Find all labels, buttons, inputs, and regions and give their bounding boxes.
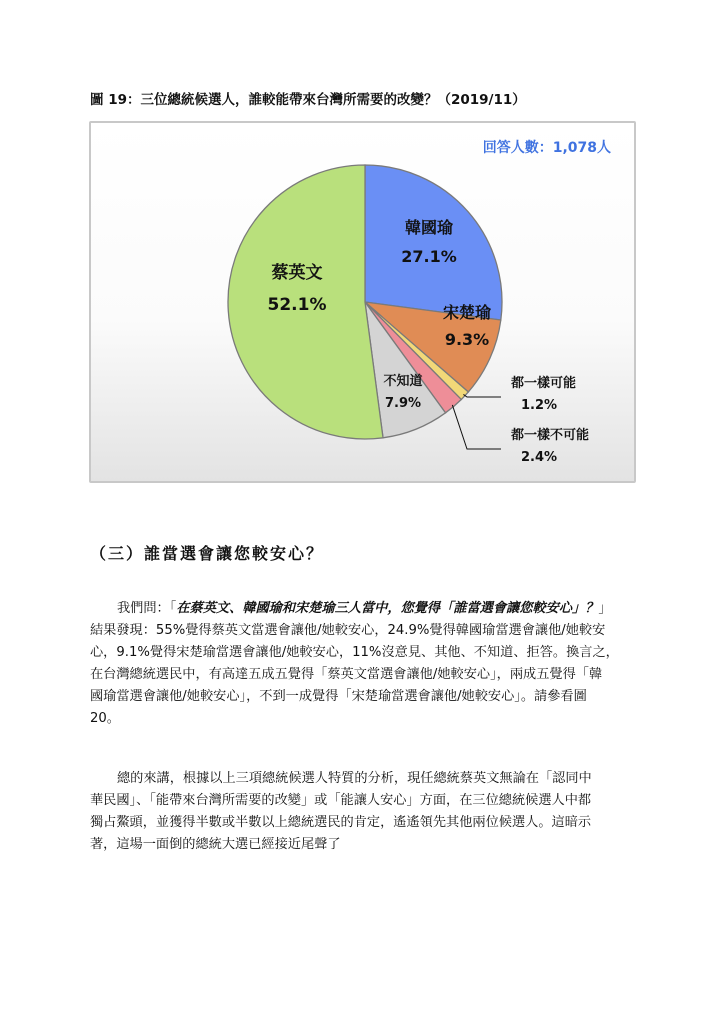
slice-label: 都一樣可能 [511, 376, 577, 391]
question-text: 在蔡英文、韓國瑜和宋楚瑜三人當中，您覺得「誰當選會讓您較安心」？ [176, 601, 599, 616]
slice-value-label: 7.9% [384, 396, 422, 411]
slice-label: 不知道 [383, 374, 423, 389]
question-suffix: 」 [598, 601, 612, 616]
slice-value-label: 27.1% [401, 247, 457, 266]
slice-value-label: 2.4% [520, 450, 558, 465]
slice-label: 韓國瑜 [404, 218, 454, 237]
paragraph-line: 國瑜當選會讓他/她較安心」，不到一成覺得「宋楚瑜當選會讓他/她較安心」。請參看圖 [90, 689, 587, 704]
paragraph-line: 心，9.1%覺得宋楚瑜當選會讓他/她較安心，11%沒意見、其他、不知道、拒答。換言之， [90, 645, 619, 660]
paragraph-line: 20。 [90, 711, 120, 726]
paragraph-line [90, 598, 642, 620]
slice-value-label: 9.3% [444, 330, 490, 349]
slice-value-label: 52.1% [267, 295, 327, 315]
respondents-label: 回答人數：1,078人 [482, 140, 611, 156]
leader-line [463, 394, 501, 397]
pie-chart-frame [89, 121, 636, 483]
slice-label: 都一樣不可能 [511, 428, 590, 443]
paragraph-line: 結果發現：55%覺得蔡英文當選會讓他/她較安心，24.9%覺得韓國瑜當選會讓他/她較安 [90, 623, 606, 638]
paragraph-line: 著，這場一面倒的總統大選已經接近尾聲了 [90, 837, 341, 852]
slice-label: 蔡英文 [271, 263, 323, 283]
paragraph-summary [90, 768, 642, 856]
slice-label: 宋楚瑜 [442, 303, 492, 322]
paragraph-line: 獨占鰲頭，並獲得半數或半數以上總統選民的肯定，遙遙領先其他兩位候選人。這暗示 [90, 815, 592, 830]
figure-title: 圖 19：三位總統候選人，誰較能帶來台灣所需要的改變？（2019/11） [90, 92, 526, 108]
question-prefix: 我們問：「 [117, 601, 177, 616]
leader-line [452, 405, 501, 449]
slice-value-label: 1.2% [520, 398, 558, 413]
paragraph-line: 在台灣總統選民中，有高達五成五覺得「蔡英文當選會讓他/她較安心」，兩成五覺得「韓 [90, 667, 603, 682]
paragraph-question-results [90, 598, 642, 730]
pie-slice-1 [365, 165, 502, 320]
paragraph-line: 華民國」、「能帶來台灣所需要的改變」或「能讓人安心」方面，在三位總統候選人中都 [90, 793, 592, 808]
section-heading: （三）誰當選會讓您較安心？ [90, 544, 325, 563]
paragraph-line: 總的來講，根據以上三項總統候選人特質的分析，現任總統蔡英文無論在「認同中 [117, 771, 592, 786]
pie-chart [91, 123, 634, 481]
